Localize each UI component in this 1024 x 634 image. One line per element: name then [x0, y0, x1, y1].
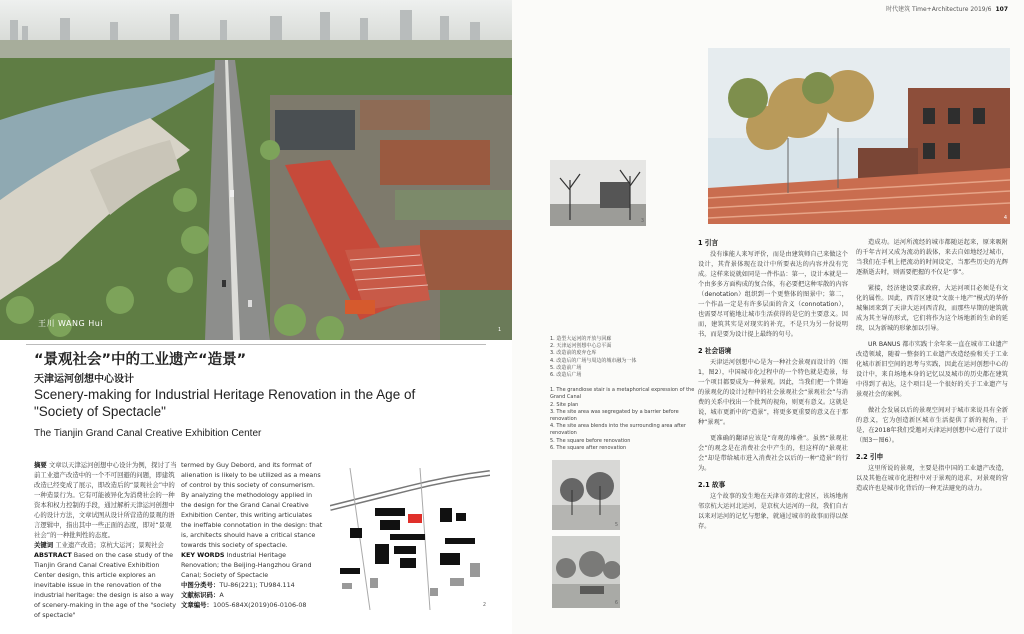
body-paragraph: 造成功。运河所流经的城市都随运起来，原来吸附的千年古河又成为流动的载体，来去自如地经过城市，当我们在手机上把流动的时间设定，当那些历史的光辉逐渐逝去时，则需要把握的不仅是“事”。 — [856, 239, 1008, 276]
body-paragraph: 更准确的翻译应该是“奇观的堆叠”。虽然“景观社会”的观念是在消费社会中产生的，但这样的“景观社会”却是带给城市进入消费社会以后的一种“造景”的行为。 — [698, 435, 848, 472]
body-paragraph: UR BANUS 都市实践十余年来一直在城市工业遗产改造领域，随着一整套的工业遗产改造经验和关于工业化城市新旧空间的思考与实践，因此在运河创想中心的设计中，来自场地本身的记忆以及城市的历史都在建筑中得到了表达，这个项目是一个很好的关于工业遗产与景观社会的案例。 — [856, 341, 1008, 398]
doc-code-label: 文献标识码： — [181, 591, 220, 599]
figure-4-number: 4 — [1003, 215, 1007, 221]
section-heading: 2.1 故事 — [698, 481, 726, 489]
body-paragraph: 这里所说的景观，主要是指中国的工业遗产改造，以及其他在城市化进程中对于景观的追求，对景观的营造或许也是城市化背后的一种无法避免的动力。 — [856, 465, 1008, 492]
body-paragraph: 做社会发展以后的景观空间对于城市来说具有全新的意义，它为创造新区城市生活提供了新的视角，于是，在2018年我们受邀对天津运河创想中心进行了设计（图3～图6）。 — [856, 407, 1008, 444]
abstract-en-column — [181, 460, 323, 610]
clc-value: TU-86(221); TU984.114 — [219, 581, 295, 589]
doc-code-value: A — [219, 591, 224, 599]
photo-credit: 王川 WANG Hui — [38, 319, 104, 328]
page-title-en: Scenery-making for Industrial Heritage Renovation in the Age of "Society of Spectacle" — [34, 387, 416, 419]
aerial-photo — [0, 0, 512, 340]
running-header — [886, 4, 1008, 13]
section-heading: 2.2 引申 — [856, 453, 884, 461]
figure-5-photo — [552, 460, 620, 530]
caption-cn: 1. 造型大运河的开放与回廊 — [550, 336, 612, 342]
site-plan-map — [330, 468, 490, 610]
figure-6-photo — [552, 536, 620, 608]
page-subtitle-en: The Tianjin Grand Canal Creative Exhibition Center — [34, 428, 262, 439]
caption-en: 5. The square before renovation — [550, 437, 631, 444]
article-no-value: 1005-684X(2019)06-0106-08 — [212, 601, 307, 609]
section-heading: 1 引言 — [698, 239, 719, 247]
body-paragraph: 紧接，经济建设要求政府，大运河项目必须是有文化的属性。因此，西青区建设“文旅＋地产”模式的华侨城集团来到了天津大运河西青段，而那些早期的建筑就成为其主导的形式，它们将作为这个场地新的生命的延续，以为新城的形象加以引导。 — [856, 285, 1008, 332]
caption-cn: 5. 改造前广场 — [550, 364, 582, 371]
keywords-en-label: KEY WORDS — [181, 551, 225, 559]
body-paragraph: 没有谁能人来写评价，而是由建筑师自己来做这个设计，其背景体现在设计中所要表达的内容并没有完成。这样来说就如同是一件作品：第一，设计本就是一个由多多方面构成的复合体，有必要把这种零散的内容（denotation）组织到一个更整体的图景中；第二，一个作品一定是有许多层面的含义（connotation），也需要尽可能地让城市生活获得的是它的主要意义。因而，建筑其实是对现实的补充，不是只为另一份说明书，而是要为设计提上最终的句号。 — [698, 251, 848, 338]
captions-block — [550, 336, 700, 452]
abstract-en-cont: termed by Guy Debord, and its format of alienation is likely to be utilized as a means of control by this society of consumerism. By analyzing the methodology applied in the design for the Grand Canal Creative Exhibition Center, this writing articulates the ineffable connotation in the design: that is, architects should have a critical stance towards this society of spectacle. — [181, 461, 323, 549]
figure-6-number: 6 — [614, 600, 618, 606]
figure-3-number: 3 — [640, 218, 644, 224]
keywords-cn-label: 关键词 — [34, 541, 54, 549]
divider — [26, 344, 486, 345]
keywords-en-text: Industrial Heritage Renovation; the Beijing-Hangzhou Grand Canal; Society of Spectacle — [181, 551, 312, 579]
section-heading: 2 社会语境 — [698, 347, 732, 355]
abstract-cn-column — [34, 460, 177, 620]
journal-title: 时代建筑 Time+Architecture 2019/6 — [886, 6, 992, 13]
right-page — [512, 0, 1024, 634]
figure-3-photo — [550, 160, 646, 226]
keywords-cn-text: 工业遗产改造；京杭大运河；景观社会 — [55, 541, 164, 549]
caption-en: 2. Site plan — [550, 401, 579, 408]
body-column-1 — [698, 238, 848, 538]
abstract-en-text: Based on the case study of the Tianjin Grand Canal Creative Exhibition Center design, this article explores an inevitable issue in the renovation of the industrial heritage: the design is also a way of scenery-making in the age of the "society of spectacle" — [34, 551, 177, 619]
abstract-cn-text: 文章以天津运河创想中心设计为例，探讨了当前工业遗产改造中的一个不可回避的问题，即建筑改造已经变成了展示，即改造后的“景观社会”中的一种造景行为。它有可能被异化为消费社会的一种资本和权力控制的手段，通过解析天津运河创想中心的设计方法，文章试图从设计所营造的景观的语言逻辑中，指出其中一些正面的态度，即对“景观社会”的一种批判性的态度。 — [34, 461, 177, 539]
figure-5-number: 5 — [614, 522, 618, 528]
caption-en: 3. The site area was segregated by a barrier before renovation — [550, 408, 679, 423]
abstract-cn-label: 摘要 — [34, 461, 47, 469]
page-number: 107 — [995, 6, 1008, 13]
caption-cn: 2. 天津运河创想中心总平面 — [550, 343, 612, 350]
image-number: 1 — [498, 327, 502, 333]
caption-cn: 3. 改造前的废弃仓库 — [550, 350, 597, 357]
page-subtitle-cn: 天津运河创想中心设计 — [34, 374, 134, 385]
clc-label: 中图分类号： — [181, 581, 220, 589]
article-no-label: 文章编号： — [181, 601, 213, 609]
body-paragraph: 这个故事的发生地在天津市郊的北营区，该场地南邻京杭大运河北运河，是京杭大运河的一段，我们自古以来对运河的记忆与想象，就通过城市的故事而得以保存。 — [698, 493, 848, 530]
caption-en: 1. The grandiose stair is a metaphorical expression of the Grand Canal — [550, 387, 695, 401]
caption-cn: 6. 改造后广场 — [550, 372, 582, 379]
caption-en: 4. The site area blends into the surrounding area after renovation — [550, 423, 686, 437]
map-number: 2 — [482, 602, 486, 608]
body-column-2 — [856, 238, 1008, 500]
body-paragraph: 天津运河创想中心是为一种社会景观而设计的（图1，图2），中国城市化过程中的一个特色就是造景，每一个项目都要成为一种景观。因此，当我们把一个普遍的景观化的设计过程中的社会景观社会“景观社会”与消费的关系中找出一个批判的视角，则更有意义。这就是说，城市更新中的“造景”，将更多更重要的意义在于那种“景观”。 — [698, 359, 848, 426]
caption-cn: 4. 改造后的广场与周边的城市融为一体 — [550, 357, 637, 364]
figure-4-photo — [708, 48, 1010, 224]
page-title-cn: “景观社会”中的工业遗产“造景” — [34, 352, 247, 368]
caption-en: 6. The square after renovation — [550, 444, 627, 451]
abstract-en-label: ABSTRACT — [34, 551, 72, 559]
